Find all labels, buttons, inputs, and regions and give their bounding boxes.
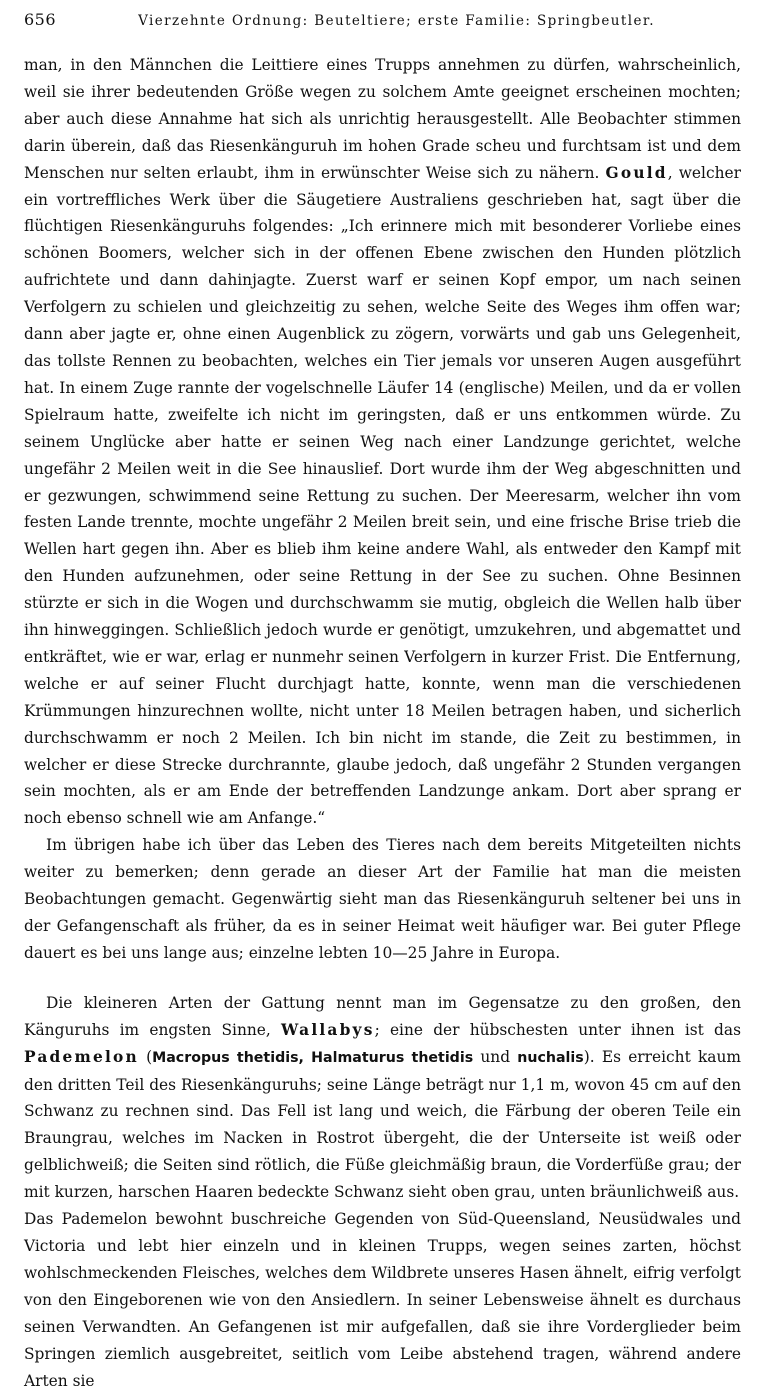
paragraph-1 xyxy=(24,52,741,832)
paragraph-4: Das Pademelon bewohnt buschreiche Gegenden von Süd-Queensland, Neusüdwales und Victoria und lebt hier einzeln und in kleinen Trupps, wegen seines zarten, höchst wohlschmeckenden Fleisches, welches dem Wildbrete unseres Hasen ähnelt, eifrig verfolgt von den Eingeborenen wie von den Ansiedlern. In seiner Lebensweise ähnelt es durchaus seinen Verwandten. An Gefangenen ist mir aufgefallen, daß sie ihre Vorderglieder beim Springen ziemlich ausgebreitet, seitlich vom Leibe abstehend tragen, während andere Arten sie xyxy=(24,1210,741,1390)
term-wallabys: Wallabys xyxy=(281,1020,375,1039)
latin-name: Macropus thetidis, Halmaturus thetidis xyxy=(152,1049,474,1066)
paragraph-3-text-e: ). Es erreicht kaum den dritten Teil des Riesenkänguruhs; seine Länge beträgt nur 1,1 m, wovon 45 cm auf den Schwanz zu rechnen sind. Das Fell ist lang und weich, die Färbung der oberen Teile ein Braungrau, welches im Nacken in Rostrot übergeht, die der Unterseite ist weiß oder gelblichweiß; die Seiten sind rötlich, die Füße gleichmäßig braun, die Vorderfüße grau; der mit kurzen, harschen Haaren bedeckte Schwanz sieht oben grau, unten bräunlichweiß aus. xyxy=(24,1047,741,1202)
author-name: Gould xyxy=(605,163,668,182)
page-body xyxy=(24,52,741,1394)
paragraph-1-rest: , welcher ein vortreffliches Werk über die Säugetiere Australiens geschrieben hat, sagt über die flüchtigen Riesenkänguruhs folgendes: „Ich erinnere mich mit besonderer Vorliebe eines schönen Boomers, welcher sich in der offenen Ebene zwischen den Hunden plötzlich aufrichtete und dann dahinjagte. Zuerst warf er seinen Kopf empor, um nach seinen Verfolgern zu schielen und gleichzeitig zu sehen, welche Seite des Weges ihm offen war; dann aber jagte er, ohne einen Augenblick zu zögern, vorwärts und gab uns Gelegenheit, das tollste Rennen zu beobachten, welches ein Tier jemals vor unseren Augen ausgeführt hat. In einem Zuge rannte der vogelschnelle Läufer 14 (englische) Meilen, und da er vollen Spielraum hatte, zweifelte ich nicht im geringsten, daß er uns entkommen würde. Zu seinem Unglücke aber hatte er seinen Weg nach einer Landzunge gerichtet, welche ungefähr 2 Meilen weit in die See hinauslief. Dort wurde ihm der Weg abgeschnitten und er gezwungen, schwimmend seine Rettung zu suchen. Der Meeresarm, welcher ihn vom festen Lande trennte, mochte ungefähr 2 Meilen breit sein, und eine frische Brise trieb die Wellen hart gegen ihn. Aber es blieb ihm keine andere Wahl, als entweder den Kampf mit den Hunden aufzunehmen, oder seine Rettung in der See zu suchen. Ohne Besinnen stürzte er sich in die Wogen und durchschwamm sie mutig, obgleich die Wellen halb über ihn hinweggingen. Schließlich jedoch wurde er genötigt, umzukehren, und abgemattet und entkräftet, wie er war, erlag er nunmehr seinen Verfolgern in kurzer Frist. Die Entfernung, welche er auf seiner Flucht durchjagt hatte, konnte, wenn man die verschiedenen Krümmungen hinzurechnen wollte, nicht unter 18 Meilen betragen haben, und sicherlich durchschwamm er noch 2 Meilen. Ich bin nicht im stande, die Zeit zu bestimmen, in welcher er diese Strecke durchrannte, glaube jedoch, daß ungefähr 2 Stunden vergangen sein mochten, als er am Ende der betreffenden Landzunge ankam. Dort aber sprang er noch ebenso schnell wie am Anfange.“ xyxy=(24,163,741,828)
page-header xyxy=(24,10,741,38)
paragraph-1-text: man, in den Männchen die Leittiere eines Trupps annehmen zu dürfen, wahrscheinlich, weil sie ihrer bedeutenden Größe wegen zu solchem Amte geeignet erscheinen mochten; aber auch diese Annahme hat sich als unrichtig herausgestellt. Alle Beobachter stimmen darin überein, daß das Riesenkänguruh im hohen Grade scheu und furchtsam ist und dem Menschen nur selten erlaubt, ihm in erwünschter Weise sich zu nähern. xyxy=(24,56,741,182)
paragraph-3-text-d: und xyxy=(473,1047,518,1066)
paragraph-3-text-c: ( xyxy=(138,1047,153,1066)
latin-name-2: nuchalis xyxy=(517,1049,584,1066)
paragraph-3-text-b: ; eine der hübschesten unter ihnen ist das xyxy=(374,1020,741,1039)
paragraph-2: Im übrigen habe ich über das Leben des Tieres nach dem bereits Mitgeteilten nichts weiter zu bemerken; denn gerade an dieser Art der Familie hat man die meisten Beobachtungen gemacht. Gegenwärtig sieht man das Riesenkänguruh seltener bei uns in der Gefangenschaft als früher, da es in seiner Heimat weit häufiger war. Bei guter Pflege dauert es bei uns lange aus; einzelne lebten 10—25 Jahre in Europa. xyxy=(24,836,741,962)
paragraph-3-text-a: Die kleineren Arten der Gattung nennt man im Gegensatze zu den großen, den Känguruhs im engsten Sinne, xyxy=(24,993,741,1039)
page-number: 656 xyxy=(24,10,57,29)
paragraph-3 xyxy=(24,990,741,1206)
term-pademelon: Pademelon xyxy=(24,1047,139,1066)
running-head: Vierzehnte Ordnung: Beuteltiere; erste Familie: Springbeutler. xyxy=(138,13,655,29)
